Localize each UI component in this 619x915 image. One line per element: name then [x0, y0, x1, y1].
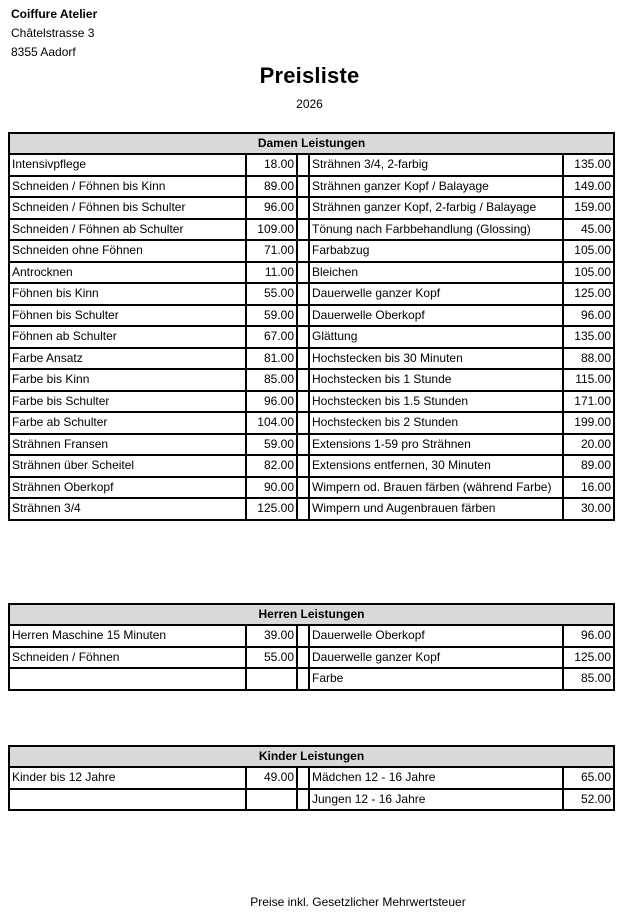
price-row: [9, 391, 614, 413]
left-price-cell: 71.00: [246, 240, 297, 262]
price-row: [9, 283, 614, 305]
spacer-cell: [297, 625, 309, 647]
left-price-cell: 89.00: [246, 176, 297, 198]
right-service-cell: Hochstecken bis 1 Stunde: [309, 369, 563, 391]
price-row: [9, 219, 614, 241]
right-service-cell: Wimpern und Augenbrauen färben: [309, 498, 563, 520]
left-price-cell: 90.00: [246, 477, 297, 499]
right-price-cell: 88.00: [563, 348, 614, 370]
right-service-cell: Extensions 1-59 pro Strähnen: [309, 434, 563, 456]
page-title: Preisliste: [259, 63, 360, 88]
left-service-cell: Strähnen 3/4: [9, 498, 246, 520]
left-price-cell: 11.00: [246, 262, 297, 284]
right-service-cell: Dauerwelle Oberkopf: [309, 305, 563, 327]
right-price-cell: 65.00: [563, 767, 614, 789]
salon-name: Coiffure Atelier: [11, 7, 98, 21]
right-service-cell: Hochstecken bis 2 Stunden: [309, 412, 563, 434]
left-price-cell: [246, 789, 297, 811]
right-service-cell: Dauerwelle Oberkopf: [309, 625, 563, 647]
price-list-year: 2026: [296, 97, 323, 111]
right-price-cell: 16.00: [563, 477, 614, 499]
right-price-cell: 135.00: [563, 326, 614, 348]
left-service-cell: Föhnen ab Schulter: [9, 326, 246, 348]
left-service-cell: [9, 668, 246, 690]
left-price-cell: 59.00: [246, 305, 297, 327]
left-service-cell: Strähnen Fransen: [9, 434, 246, 456]
right-service-cell: Jungen 12 - 16 Jahre: [309, 789, 563, 811]
salon-address: [11, 5, 97, 62]
left-service-cell: Farbe bis Kinn: [9, 369, 246, 391]
left-service-cell: Föhnen bis Kinn: [9, 283, 246, 305]
price-row: [9, 326, 614, 348]
left-service-cell: Kinder bis 12 Jahre: [9, 767, 246, 789]
section-title: Herren Leistungen: [9, 604, 614, 625]
right-price-cell: 52.00: [563, 789, 614, 811]
right-service-cell: Extensions entfernen, 30 Minuten: [309, 455, 563, 477]
left-price-cell: 39.00: [246, 625, 297, 647]
right-service-cell: Farbabzug: [309, 240, 563, 262]
spacer-cell: [297, 305, 309, 327]
price-row: [9, 305, 614, 327]
price-row: [9, 176, 614, 198]
price-row: [9, 197, 614, 219]
section-title: Damen Leistungen: [9, 133, 614, 154]
left-service-cell: Herren Maschine 15 Minuten: [9, 625, 246, 647]
price-row: [9, 348, 614, 370]
section-header-row: [9, 746, 614, 767]
price-row: [9, 262, 614, 284]
spacer-cell: [297, 789, 309, 811]
left-price-cell: 59.00: [246, 434, 297, 456]
spacer-cell: [297, 434, 309, 456]
right-price-cell: 125.00: [563, 283, 614, 305]
left-price-cell: 67.00: [246, 326, 297, 348]
right-price-cell: 199.00: [563, 412, 614, 434]
left-service-cell: Intensivpflege: [9, 154, 246, 176]
salon-city: 8355 Aadorf: [11, 45, 76, 59]
salon-street: Châtelstrasse 3: [11, 26, 95, 40]
price-row: [9, 789, 614, 811]
left-service-cell: Schneiden ohne Föhnen: [9, 240, 246, 262]
price-row: [9, 767, 614, 789]
spacer-cell: [297, 498, 309, 520]
left-price-cell: 85.00: [246, 369, 297, 391]
left-service-cell: Strähnen über Scheitel: [9, 455, 246, 477]
left-price-cell: 96.00: [246, 197, 297, 219]
left-price-cell: 55.00: [246, 647, 297, 669]
left-price-cell: 109.00: [246, 219, 297, 241]
spacer-cell: [297, 391, 309, 413]
left-price-cell: 104.00: [246, 412, 297, 434]
left-price-cell: [246, 668, 297, 690]
section-header-row: [9, 133, 614, 154]
right-price-cell: 89.00: [563, 455, 614, 477]
spacer-cell: [297, 326, 309, 348]
right-service-cell: Bleichen: [309, 262, 563, 284]
right-service-cell: Strähnen 3/4, 2-farbig: [309, 154, 563, 176]
left-price-cell: 125.00: [246, 498, 297, 520]
right-service-cell: Hochstecken bis 1.5 Stunden: [309, 391, 563, 413]
left-service-cell: Föhnen bis Schulter: [9, 305, 246, 327]
price-row: [9, 668, 614, 690]
spacer-cell: [297, 262, 309, 284]
left-service-cell: [9, 789, 246, 811]
price-row: [9, 455, 614, 477]
right-price-cell: 96.00: [563, 305, 614, 327]
price-row: [9, 434, 614, 456]
right-service-cell: Glättung: [309, 326, 563, 348]
left-price-cell: 96.00: [246, 391, 297, 413]
herren-price-table: [8, 603, 615, 691]
price-row: [9, 240, 614, 262]
left-price-cell: 49.00: [246, 767, 297, 789]
price-row: [9, 647, 614, 669]
price-row: [9, 498, 614, 520]
right-service-cell: Strähnen ganzer Kopf, 2-farbig / Balayage: [309, 197, 563, 219]
spacer-cell: [297, 369, 309, 391]
left-service-cell: Schneiden / Föhnen bis Kinn: [9, 176, 246, 198]
right-price-cell: 45.00: [563, 219, 614, 241]
spacer-cell: [297, 455, 309, 477]
right-price-cell: 171.00: [563, 391, 614, 413]
spacer-cell: [297, 348, 309, 370]
left-price-cell: 82.00: [246, 455, 297, 477]
left-price-cell: 55.00: [246, 283, 297, 305]
right-service-cell: Dauerwelle ganzer Kopf: [309, 647, 563, 669]
right-price-cell: 125.00: [563, 647, 614, 669]
right-service-cell: Strähnen ganzer Kopf / Balayage: [309, 176, 563, 198]
left-service-cell: Schneiden / Föhnen ab Schulter: [9, 219, 246, 241]
damen-price-table: [8, 132, 615, 521]
kinder-price-table: [8, 745, 615, 811]
price-row: [9, 369, 614, 391]
price-row: [9, 477, 614, 499]
spacer-cell: [297, 176, 309, 198]
left-service-cell: Schneiden / Föhnen bis Schulter: [9, 197, 246, 219]
left-service-cell: Farbe bis Schulter: [9, 391, 246, 413]
left-service-cell: Farbe ab Schulter: [9, 412, 246, 434]
spacer-cell: [297, 477, 309, 499]
spacer-cell: [297, 240, 309, 262]
left-service-cell: Farbe Ansatz: [9, 348, 246, 370]
right-service-cell: Mädchen 12 - 16 Jahre: [309, 767, 563, 789]
left-price-cell: 18.00: [246, 154, 297, 176]
right-price-cell: 85.00: [563, 668, 614, 690]
spacer-cell: [297, 197, 309, 219]
left-service-cell: Antrocknen: [9, 262, 246, 284]
spacer-cell: [297, 219, 309, 241]
left-service-cell: Schneiden / Föhnen: [9, 647, 246, 669]
spacer-cell: [297, 283, 309, 305]
spacer-cell: [297, 412, 309, 434]
right-price-cell: 96.00: [563, 625, 614, 647]
right-service-cell: Farbe: [309, 668, 563, 690]
right-price-cell: 105.00: [563, 240, 614, 262]
section-header-row: [9, 604, 614, 625]
spacer-cell: [297, 767, 309, 789]
right-price-cell: 149.00: [563, 176, 614, 198]
right-service-cell: Wimpern od. Brauen färben (während Farbe): [309, 477, 563, 499]
right-service-cell: Dauerwelle ganzer Kopf: [309, 283, 563, 305]
left-service-cell: Strähnen Oberkopf: [9, 477, 246, 499]
spacer-cell: [297, 668, 309, 690]
spacer-cell: [297, 154, 309, 176]
price-row: [9, 154, 614, 176]
spacer-cell: [297, 647, 309, 669]
right-price-cell: 115.00: [563, 369, 614, 391]
vat-footnote: Preise inkl. Gesetzlicher Mehrwertsteuer: [250, 895, 466, 909]
right-price-cell: 135.00: [563, 154, 614, 176]
left-price-cell: 81.00: [246, 348, 297, 370]
right-price-cell: 105.00: [563, 262, 614, 284]
right-price-cell: 159.00: [563, 197, 614, 219]
right-price-cell: 30.00: [563, 498, 614, 520]
right-service-cell: Hochstecken bis 30 Minuten: [309, 348, 563, 370]
right-price-cell: 20.00: [563, 434, 614, 456]
price-row: [9, 412, 614, 434]
price-row: [9, 625, 614, 647]
right-service-cell: Tönung nach Farbbehandlung (Glossing): [309, 219, 563, 241]
section-title: Kinder Leistungen: [9, 746, 614, 767]
